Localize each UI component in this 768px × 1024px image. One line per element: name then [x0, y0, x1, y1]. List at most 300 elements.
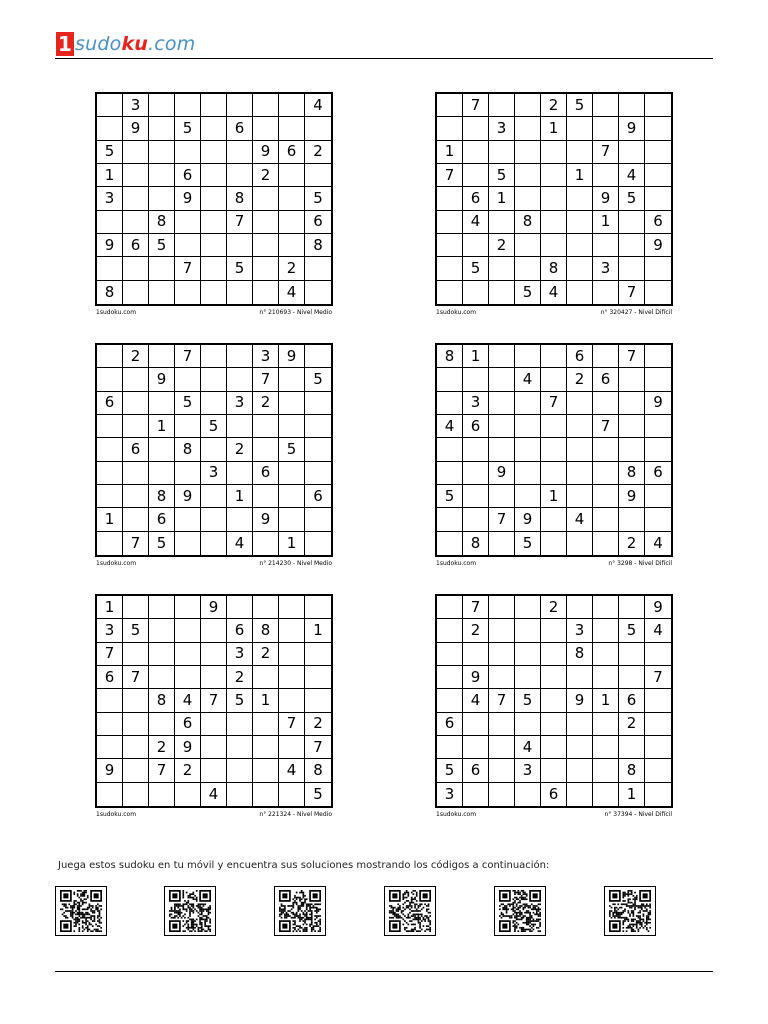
- qr-code-icon[interactable]: [55, 886, 107, 936]
- sudoku-cell: [201, 392, 227, 415]
- sudoku-puzzle-4: [435, 343, 673, 567]
- sudoku-cell: [175, 234, 201, 257]
- sudoku-cell: [149, 438, 175, 461]
- sudoku-cell: [149, 783, 175, 806]
- instructions-text: Juega estos sudoku en tu móvil y encuentra sus soluciones mostrando los códigos a continuación:: [58, 860, 550, 871]
- sudoku-cell: [619, 234, 645, 257]
- sudoku-cell: 9: [463, 666, 489, 689]
- sudoku-cell: [279, 234, 305, 257]
- sudoku-cell: [541, 689, 567, 712]
- sudoku-cell: 2: [253, 392, 279, 415]
- sudoku-cell: [489, 736, 515, 759]
- sudoku-cell: 5: [227, 257, 253, 280]
- sudoku-cell: [541, 666, 567, 689]
- sudoku-cell: 6: [645, 462, 671, 485]
- sudoku-cell: [593, 345, 619, 368]
- sudoku-cell: [305, 689, 331, 712]
- sudoku-cell: [489, 94, 515, 117]
- sudoku-cell: [305, 281, 331, 304]
- sudoku-cell: 6: [175, 713, 201, 736]
- sudoku-cell: [201, 211, 227, 234]
- sudoku-cell: [645, 736, 671, 759]
- sudoku-cell: [437, 281, 463, 304]
- sudoku-cell: [619, 643, 645, 666]
- puzzle-caption: [435, 811, 673, 818]
- sudoku-cell: [593, 485, 619, 508]
- sudoku-cell: 7: [541, 392, 567, 415]
- sudoku-cell: [279, 783, 305, 806]
- sudoku-cell: 5: [149, 532, 175, 555]
- sudoku-cell: [201, 164, 227, 187]
- sudoku-cell: [437, 117, 463, 140]
- sudoku-cell: [97, 117, 123, 140]
- sudoku-cell: [619, 438, 645, 461]
- sudoku-cell: [97, 462, 123, 485]
- sudoku-puzzle-6: [435, 594, 673, 818]
- sudoku-cell: [437, 187, 463, 210]
- sudoku-cell: 2: [305, 713, 331, 736]
- sudoku-cell: [515, 345, 541, 368]
- sudoku-cell: [201, 187, 227, 210]
- sudoku-cell: [567, 281, 593, 304]
- sudoku-cell: 5: [97, 141, 123, 164]
- sudoku-cell: [463, 508, 489, 531]
- sudoku-cell: [279, 485, 305, 508]
- sudoku-cell: 7: [463, 94, 489, 117]
- sudoku-cell: [175, 368, 201, 391]
- sudoku-cell: [279, 462, 305, 485]
- sudoku-cell: [305, 345, 331, 368]
- sudoku-cell: [567, 713, 593, 736]
- sudoku-cell: 5: [123, 619, 149, 642]
- sudoku-cell: [593, 713, 619, 736]
- sudoku-cell: [305, 508, 331, 531]
- sudoku-cell: [279, 94, 305, 117]
- sudoku-cell: 2: [305, 141, 331, 164]
- sudoku-cell: [515, 164, 541, 187]
- sudoku-cell: [123, 164, 149, 187]
- sudoku-cell: [593, 619, 619, 642]
- sudoku-cell: [201, 117, 227, 140]
- sudoku-cell: [541, 532, 567, 555]
- sudoku-cell: [201, 368, 227, 391]
- sudoku-cell: [489, 392, 515, 415]
- sudoku-cell: [515, 485, 541, 508]
- sudoku-cell: [201, 485, 227, 508]
- sudoku-cell: [463, 141, 489, 164]
- logo-mark: 1: [56, 32, 74, 56]
- sudoku-cell: 1: [97, 508, 123, 531]
- sudoku-cell: [489, 596, 515, 619]
- sudoku-cell: [305, 462, 331, 485]
- sudoku-cell: [279, 211, 305, 234]
- sudoku-cell: [227, 783, 253, 806]
- sudoku-cell: [593, 117, 619, 140]
- sudoku-cell: [437, 211, 463, 234]
- sudoku-cell: [645, 508, 671, 531]
- sudoku-cell: [567, 759, 593, 782]
- footer-divider: [55, 971, 713, 972]
- sudoku-cell: [541, 736, 567, 759]
- sudoku-cell: 7: [593, 415, 619, 438]
- sudoku-cell: 6: [97, 392, 123, 415]
- sudoku-cell: [253, 666, 279, 689]
- sudoku-cell: [201, 281, 227, 304]
- sudoku-cell: [227, 596, 253, 619]
- sudoku-cell: [515, 713, 541, 736]
- sudoku-cell: 2: [279, 257, 305, 280]
- logo-text-a: sudo: [75, 33, 122, 55]
- header-divider: [55, 58, 713, 59]
- sudoku-cell: 6: [305, 211, 331, 234]
- qr-code-icon[interactable]: [384, 886, 436, 936]
- puzzle-site: 1sudoku.com: [436, 309, 477, 316]
- sudoku-cell: [227, 94, 253, 117]
- sudoku-grid: [95, 594, 333, 808]
- sudoku-cell: [489, 415, 515, 438]
- sudoku-cell: 6: [97, 666, 123, 689]
- sudoku-cell: [567, 187, 593, 210]
- logo-text-b: ku: [121, 33, 148, 55]
- sudoku-cell: 3: [97, 187, 123, 210]
- sudoku-cell: 9: [253, 508, 279, 531]
- sudoku-cell: [567, 462, 593, 485]
- sudoku-cell: 1: [437, 141, 463, 164]
- sudoku-cell: [97, 713, 123, 736]
- sudoku-cell: [463, 713, 489, 736]
- sudoku-cell: [489, 257, 515, 280]
- sudoku-cell: [489, 759, 515, 782]
- sudoku-cell: [175, 94, 201, 117]
- sudoku-cell: 3: [201, 462, 227, 485]
- sudoku-puzzle-2: [435, 92, 673, 316]
- sudoku-cell: [541, 211, 567, 234]
- sudoku-cell: [201, 141, 227, 164]
- puzzle-caption: [95, 560, 333, 567]
- sudoku-cell: 7: [619, 281, 645, 304]
- sudoku-cell: [97, 94, 123, 117]
- sudoku-cell: 6: [279, 141, 305, 164]
- sudoku-cell: 4: [567, 508, 593, 531]
- sudoku-cell: 2: [489, 234, 515, 257]
- sudoku-cell: 1: [541, 485, 567, 508]
- sudoku-cell: [463, 485, 489, 508]
- sudoku-cell: [567, 532, 593, 555]
- sudoku-cell: [489, 438, 515, 461]
- sudoku-cell: [149, 94, 175, 117]
- sudoku-cell: [541, 508, 567, 531]
- sudoku-cell: [645, 281, 671, 304]
- sudoku-cell: [253, 281, 279, 304]
- sudoku-cell: [515, 141, 541, 164]
- sudoku-cell: [279, 368, 305, 391]
- sudoku-cell: 9: [593, 187, 619, 210]
- sudoku-cell: [645, 438, 671, 461]
- sudoku-cell: 9: [489, 462, 515, 485]
- sudoku-cell: 5: [279, 438, 305, 461]
- sudoku-cell: [541, 141, 567, 164]
- sudoku-cell: 5: [489, 164, 515, 187]
- sudoku-cell: [515, 117, 541, 140]
- puzzle-caption: [435, 560, 673, 567]
- sudoku-cell: 9: [645, 596, 671, 619]
- sudoku-cell: [567, 141, 593, 164]
- sudoku-cell: 3: [437, 783, 463, 806]
- sudoku-cell: 7: [175, 257, 201, 280]
- sudoku-cell: [567, 211, 593, 234]
- sudoku-cell: [175, 281, 201, 304]
- sudoku-cell: [645, 164, 671, 187]
- logo-text-c: .com: [148, 33, 196, 55]
- sudoku-cell: [645, 94, 671, 117]
- sudoku-cell: [567, 257, 593, 280]
- sudoku-cell: [227, 164, 253, 187]
- sudoku-cell: [123, 462, 149, 485]
- sudoku-cell: [515, 234, 541, 257]
- sudoku-cell: [97, 415, 123, 438]
- sudoku-cell: [201, 257, 227, 280]
- sudoku-cell: [253, 211, 279, 234]
- sudoku-cell: [175, 532, 201, 555]
- sudoku-cell: 1: [305, 619, 331, 642]
- sudoku-cell: 5: [305, 187, 331, 210]
- sudoku-cell: 5: [313, 784, 323, 803]
- sudoku-cell: [97, 257, 123, 280]
- sudoku-cell: [253, 713, 279, 736]
- sudoku-cell: 1: [593, 211, 619, 234]
- sudoku-cell: [645, 783, 671, 806]
- puzzle-code: n° 221324 - Nivel Medio: [259, 811, 332, 818]
- sudoku-cell: [253, 187, 279, 210]
- sudoku-cell: [463, 368, 489, 391]
- sudoku-cell: 8: [619, 462, 645, 485]
- sudoku-cell: [305, 666, 331, 689]
- sudoku-cell: 1: [541, 117, 567, 140]
- sudoku-cell: 5: [619, 187, 645, 210]
- sudoku-cell: [437, 643, 463, 666]
- sudoku-cell: [149, 117, 175, 140]
- sudoku-cell: [619, 736, 645, 759]
- puzzle-code: n° 37394 - Nivel Difícil: [604, 811, 672, 818]
- sudoku-cell: [489, 783, 515, 806]
- sudoku-cell: [541, 643, 567, 666]
- sudoku-cell: [201, 713, 227, 736]
- sudoku-cell: 2: [149, 736, 175, 759]
- sudoku-cell: 1: [279, 532, 305, 555]
- sudoku-cell: 9: [279, 345, 305, 368]
- sudoku-cell: [279, 643, 305, 666]
- sudoku-cell: [305, 596, 331, 619]
- sudoku-cell: 8: [463, 532, 489, 555]
- sudoku-cell: 7: [645, 666, 671, 689]
- sudoku-cell: 5: [463, 257, 489, 280]
- sudoku-cell: [201, 438, 227, 461]
- sudoku-cell: [437, 94, 463, 117]
- sudoku-cell: 2: [619, 713, 645, 736]
- sudoku-cell: [593, 532, 619, 555]
- qr-code-icon[interactable]: [494, 886, 546, 936]
- sudoku-cell: [305, 532, 331, 555]
- sudoku-cell: [489, 713, 515, 736]
- sudoku-cell: 3: [97, 619, 123, 642]
- sudoku-cell: 2: [253, 164, 279, 187]
- sudoku-cell: 5: [175, 117, 201, 140]
- sudoku-cell: [123, 187, 149, 210]
- sudoku-cell: [253, 117, 279, 140]
- sudoku-cell: 9: [175, 187, 201, 210]
- sudoku-cell: 3: [227, 392, 253, 415]
- sudoku-cell: [619, 666, 645, 689]
- sudoku-cell: [253, 759, 279, 782]
- sudoku-cell: 5: [567, 94, 593, 117]
- sudoku-cell: [645, 141, 671, 164]
- sudoku-cell: 9: [645, 392, 671, 415]
- sudoku-cell: [593, 94, 619, 117]
- sudoku-cell: [149, 257, 175, 280]
- sudoku-cell: 4: [645, 619, 671, 642]
- sudoku-cell: [227, 736, 253, 759]
- sudoku-cell: [489, 281, 515, 304]
- sudoku-cell: 4: [463, 689, 489, 712]
- sudoku-cell: 1: [463, 345, 489, 368]
- sudoku-cell: 7: [123, 532, 149, 555]
- sudoku-cell: [123, 736, 149, 759]
- sudoku-cell: [437, 666, 463, 689]
- sudoku-cell: 4: [653, 533, 663, 552]
- sudoku-grid: [95, 92, 333, 306]
- sudoku-cell: [123, 485, 149, 508]
- qr-code-icon[interactable]: [604, 886, 656, 936]
- sudoku-cell: [515, 257, 541, 280]
- sudoku-cell: [149, 643, 175, 666]
- sudoku-cell: [619, 368, 645, 391]
- sudoku-cell: [515, 438, 541, 461]
- sudoku-cell: [515, 94, 541, 117]
- sudoku-cell: [175, 619, 201, 642]
- sudoku-cell: 8: [567, 643, 593, 666]
- puzzle-code: n° 210693 - Nivel Medio: [259, 309, 332, 316]
- sudoku-cell: 1: [149, 415, 175, 438]
- sudoku-cell: [645, 643, 671, 666]
- sudoku-cell: [253, 94, 279, 117]
- sudoku-cell: 2: [227, 666, 253, 689]
- sudoku-cell: 7: [149, 759, 175, 782]
- sudoku-cell: [227, 368, 253, 391]
- sudoku-cell: [437, 596, 463, 619]
- sudoku-puzzle-3: [95, 343, 333, 567]
- sudoku-cell: 2: [227, 438, 253, 461]
- qr-code-icon[interactable]: [164, 886, 216, 936]
- sudoku-cell: [227, 415, 253, 438]
- sudoku-cell: [201, 508, 227, 531]
- sudoku-cell: 9: [253, 141, 279, 164]
- sudoku-cell: [305, 438, 331, 461]
- logo-text: [75, 33, 195, 55]
- sudoku-cell: [515, 783, 541, 806]
- sudoku-cell: 1: [489, 187, 515, 210]
- sudoku-cell: [437, 234, 463, 257]
- puzzle-caption: [435, 309, 673, 316]
- sudoku-cell: 1: [227, 485, 253, 508]
- sudoku-cell: [149, 281, 175, 304]
- sudoku-cell: [97, 532, 123, 555]
- sudoku-cell: 4: [279, 281, 305, 304]
- sudoku-cell: 6: [227, 619, 253, 642]
- sudoku-cell: [253, 438, 279, 461]
- sudoku-cell: [97, 736, 123, 759]
- sudoku-cell: 8: [515, 211, 541, 234]
- sudoku-cell: [305, 415, 331, 438]
- sudoku-cell: [645, 117, 671, 140]
- sudoku-cell: 9: [619, 117, 645, 140]
- site-logo[interactable]: [56, 30, 195, 58]
- sudoku-cell: [567, 392, 593, 415]
- sudoku-cell: 3: [489, 117, 515, 140]
- sudoku-cell: [437, 736, 463, 759]
- sudoku-cell: [227, 508, 253, 531]
- sudoku-cell: 6: [175, 164, 201, 187]
- sudoku-cell: 4: [279, 759, 305, 782]
- sudoku-cell: 4: [541, 281, 567, 304]
- sudoku-cell: [97, 689, 123, 712]
- sudoku-cell: 7: [619, 345, 645, 368]
- sudoku-cell: 9: [515, 508, 541, 531]
- sudoku-cell: 9: [175, 485, 201, 508]
- sudoku-cell: [123, 415, 149, 438]
- qr-code-icon[interactable]: [274, 886, 326, 936]
- sudoku-cell: [593, 234, 619, 257]
- puzzle-caption: [95, 811, 333, 818]
- sudoku-cell: [463, 234, 489, 257]
- sudoku-cell: 1: [567, 164, 593, 187]
- sudoku-cell: [645, 187, 671, 210]
- sudoku-cell: 2: [253, 643, 279, 666]
- sudoku-cell: [463, 462, 489, 485]
- sudoku-cell: 8: [149, 689, 175, 712]
- sudoku-cell: [123, 211, 149, 234]
- sudoku-cell: [97, 485, 123, 508]
- sudoku-cell: 7: [489, 689, 515, 712]
- sudoku-cell: [149, 392, 175, 415]
- sudoku-cell: 3: [515, 759, 541, 782]
- sudoku-cell: 6: [567, 345, 593, 368]
- sudoku-cell: [123, 141, 149, 164]
- sudoku-cell: [149, 141, 175, 164]
- sudoku-cell: [305, 164, 331, 187]
- sudoku-grid: [435, 343, 673, 557]
- sudoku-cell: 6: [305, 485, 331, 508]
- sudoku-cell: [567, 666, 593, 689]
- sudoku-cell: 6: [463, 759, 489, 782]
- sudoku-cell: [567, 485, 593, 508]
- sudoku-cell: 3: [123, 94, 149, 117]
- sudoku-cell: [489, 532, 515, 555]
- sudoku-cell: 5: [227, 689, 253, 712]
- sudoku-cell: [279, 117, 305, 140]
- sudoku-cell: 5: [515, 689, 541, 712]
- sudoku-cell: [305, 392, 331, 415]
- sudoku-grid: [435, 594, 673, 808]
- sudoku-cell: [567, 783, 593, 806]
- sudoku-cell: 8: [227, 187, 253, 210]
- sudoku-cell: 9: [149, 368, 175, 391]
- sudoku-cell: [593, 438, 619, 461]
- sudoku-cell: [227, 713, 253, 736]
- sudoku-cell: [593, 736, 619, 759]
- sudoku-cell: 5: [437, 485, 463, 508]
- sudoku-cell: [123, 392, 149, 415]
- sudoku-cell: 6: [123, 438, 149, 461]
